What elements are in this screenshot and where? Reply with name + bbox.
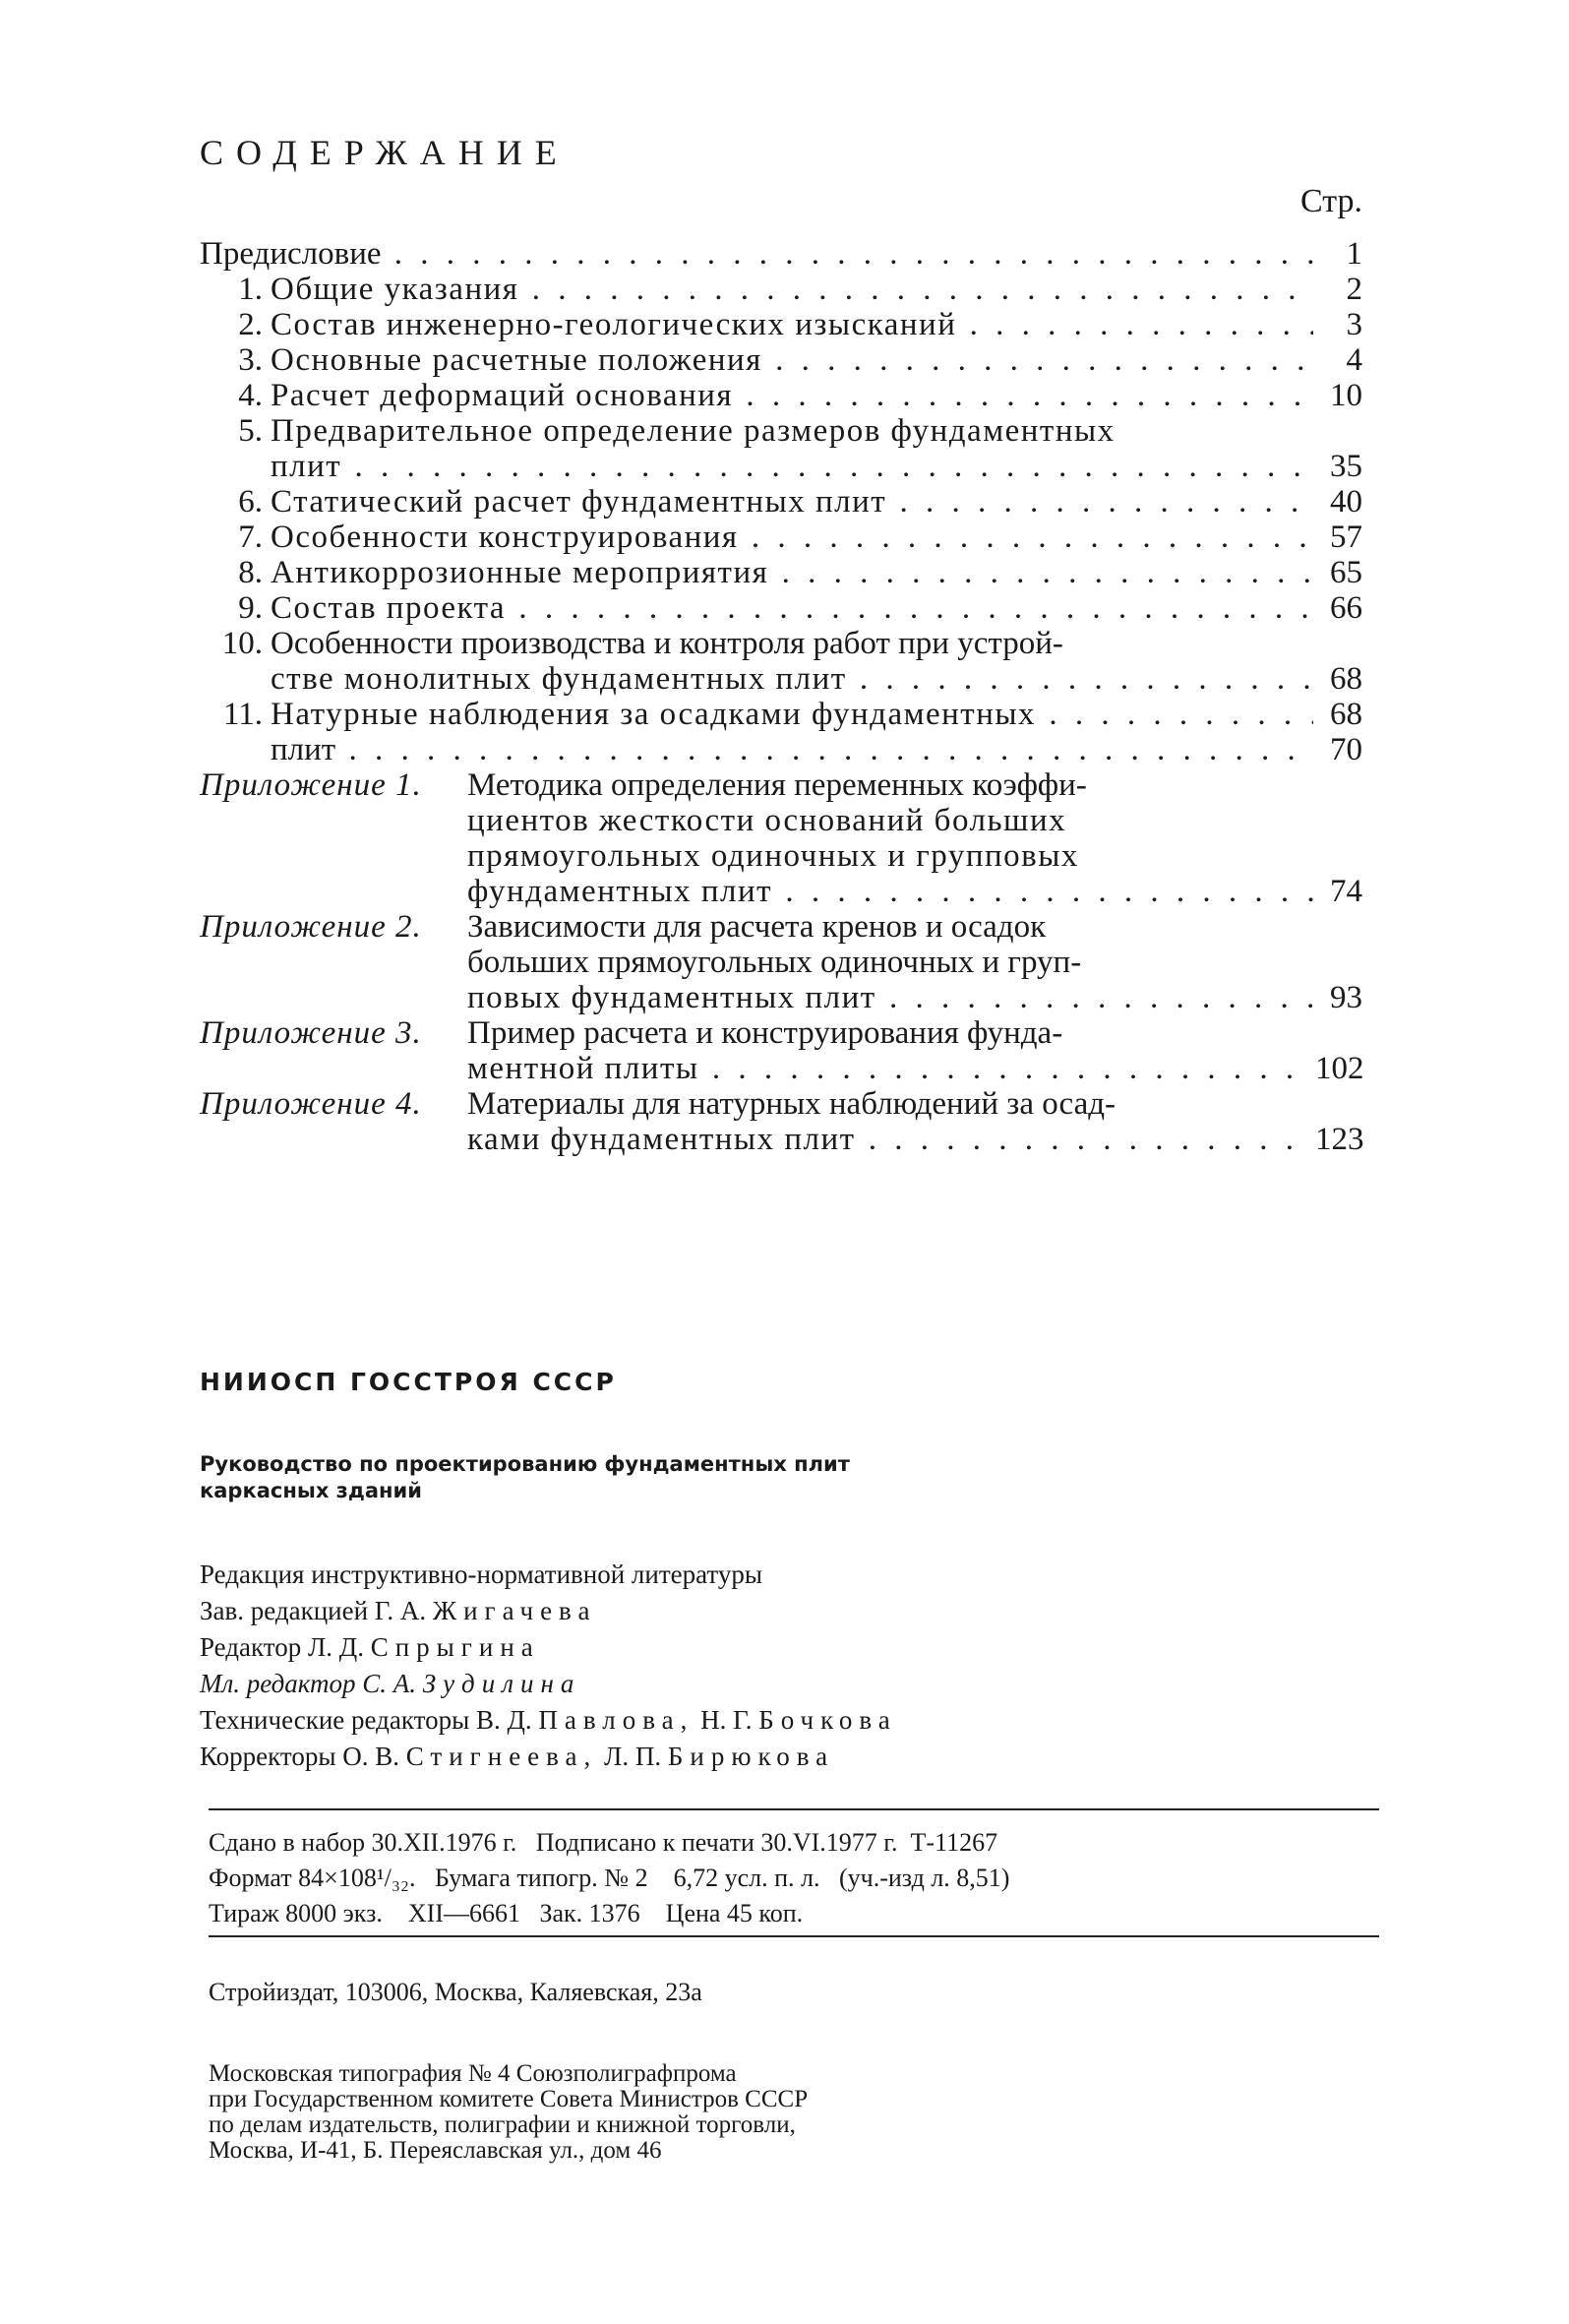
- appendix-text: циентов жесткости оснований больших: [467, 803, 1067, 838]
- toc-row: [200, 236, 1362, 272]
- toc-page-number: 3: [1346, 307, 1362, 342]
- appendix-text: фундаментных плит . . .: [467, 874, 1313, 909]
- toc-page-number: 1: [1346, 236, 1362, 272]
- toc-page-number: 102: [1315, 1051, 1364, 1086]
- head-editor-role: Зав. редакцией Г. А.: [200, 1596, 427, 1625]
- editor-line: [200, 1629, 897, 1666]
- toc-entry-number: 8.: [238, 555, 263, 590]
- toc-entry-text: Антикоррозионные мероприятия . . .: [271, 555, 1313, 590]
- toc-page-number: 68: [1330, 661, 1362, 697]
- divider: [209, 1808, 1379, 1810]
- junior-editor-name: Зудилина: [422, 1669, 581, 1698]
- toc-entry-text: Основные расчетные положения . . .: [271, 342, 1313, 378]
- toc-row: [200, 484, 1362, 520]
- book-title-line: каркасных зданий: [200, 1479, 422, 1502]
- appendix-text: ментной плиты . . .: [467, 1051, 1313, 1086]
- toc-appendix-row: [200, 1051, 1362, 1086]
- appendix-label: Приложение 1.: [200, 767, 422, 803]
- toc-appendix-row: [200, 767, 1362, 803]
- toc-row: [200, 732, 1362, 767]
- head-editor-line: [200, 1593, 897, 1629]
- toc-row: [200, 590, 1362, 626]
- toc-appendix-row: [200, 945, 1362, 980]
- junior-editor-line: [200, 1666, 897, 1702]
- tech-editors-line: [200, 1702, 897, 1739]
- pub-data-line: Тираж 8000 экз. XII—6661 Зак. 1376 Цена 45 коп.: [209, 1899, 804, 1927]
- toc-appendix-row: [200, 1122, 1362, 1157]
- toc-entry-text: Статический расчет фундаментных плит . . .: [271, 484, 1313, 520]
- toc-entry-text: Состав инженерно-геологических изысканий . . .: [271, 307, 1313, 342]
- toc-page-number: 66: [1330, 590, 1362, 626]
- editor-role: Редактор Л. Д.: [200, 1632, 364, 1662]
- toc-row: [200, 307, 1362, 342]
- table-of-contents: [200, 236, 1362, 1157]
- toc-row: [200, 449, 1362, 484]
- toc-entry-number: 11.: [222, 697, 263, 732]
- toc-appendix-row: [200, 980, 1362, 1015]
- tech-editors-initials: Н. Г.: [700, 1705, 753, 1735]
- printer-line: Москва, И-41, Б. Переяславская ул., дом 46: [209, 2137, 662, 2164]
- toc-entry-number: 10.: [221, 626, 263, 661]
- toc-row: [200, 378, 1362, 413]
- toc-page-number: 70: [1330, 732, 1362, 767]
- appendix-text: прямоугольных одиночных и групповых: [467, 838, 1079, 874]
- toc-entry-number: 7.: [238, 520, 263, 555]
- toc-page-number: 10: [1330, 378, 1362, 413]
- junior-editor-role: Мл. редактор С. А.: [200, 1669, 417, 1698]
- toc-entry-text: Расчет деформаций основания . . .: [271, 378, 1313, 413]
- toc-entry-number: 3.: [238, 342, 263, 378]
- toc-entry-text: Предварительное определение размеров фундаментных: [271, 413, 1116, 449]
- toc-page-number: 4: [1346, 342, 1362, 378]
- toc-entry-number: 5.: [238, 413, 263, 449]
- toc-row: [200, 626, 1362, 661]
- toc-entry-number: 4.: [238, 378, 263, 413]
- toc-row: [200, 272, 1362, 307]
- toc-appendix-row: [200, 1086, 1362, 1122]
- toc-row: [200, 520, 1362, 555]
- toc-appendix-row: [200, 803, 1362, 838]
- proofreader-name: Бирюкова: [667, 1742, 835, 1771]
- appendix-text: Зависимости для расчета кренов и осадок: [467, 909, 1047, 945]
- publisher: Стройиздат, 103006, Москва, Каляевская, 23а: [209, 1978, 702, 2006]
- divider: [209, 1935, 1379, 1937]
- toc-row: [200, 661, 1362, 697]
- proofreaders-role: Корректоры О. В.: [200, 1742, 400, 1771]
- printer-line: по делам издательств, полиграфии и книжной торговли,: [209, 2111, 796, 2138]
- printer-line: Московская типография № 4 Союзполиграфпрома: [209, 2060, 737, 2087]
- appendix-label: Приложение 3.: [200, 1015, 422, 1051]
- toc-appendix-row: [200, 874, 1362, 909]
- pub-data-line: Сдано в набор 30.XII.1976 г. Подписано к печати 30.VI.1977 г. Т-11267: [209, 1828, 998, 1857]
- toc-entry-text: Особенности производства и контроля работ при устрой-: [271, 626, 1063, 661]
- toc-entry-number: 9.: [238, 590, 263, 626]
- toc-page-number: 74: [1330, 874, 1362, 909]
- toc-entry-text: Общие указания . . .: [271, 272, 1313, 307]
- toc-page-number: 123: [1315, 1122, 1364, 1157]
- head-editor-name: Жигачева: [432, 1596, 597, 1625]
- toc-row: [200, 555, 1362, 590]
- editorial-staff: [200, 1557, 897, 1775]
- toc-page-number: 2: [1346, 272, 1362, 307]
- book-title-line: Руководство по проектированию фундаментных плит: [200, 1452, 850, 1476]
- editor-name: Спрыгина: [370, 1632, 540, 1662]
- institute-name: НИИОСП ГОССТРОЯ СССР: [200, 1368, 617, 1396]
- toc-entry-number: 2.: [238, 307, 263, 342]
- toc-appendix-row: [200, 909, 1362, 945]
- toc-entry-text: Натурные наблюдения за осадками фундаментных . . .: [271, 697, 1313, 732]
- proofreader-name: Стигнеева,: [405, 1742, 598, 1771]
- toc-row: [200, 342, 1362, 378]
- toc-entry-number: 6.: [238, 484, 263, 520]
- appendix-label: Приложение 4.: [200, 1086, 422, 1122]
- toc-row: [200, 413, 1362, 449]
- tech-editor-name: Павлова,: [538, 1705, 694, 1735]
- toc-page-number: 65: [1330, 555, 1362, 590]
- toc-entry-text: плит . . .: [271, 449, 1313, 484]
- toc-entry-number: 1.: [238, 272, 263, 307]
- toc-heading: СОДЕРЖАНИЕ: [200, 133, 570, 172]
- editorial-office: Редакция инструктивно-нормативной литературы: [200, 1560, 762, 1589]
- tech-editor-name: Бочкова: [758, 1705, 897, 1735]
- toc-entry-text: плит . . .: [271, 732, 1313, 767]
- proofreaders-initials: Л. П.: [604, 1742, 662, 1771]
- proofreaders-line: [200, 1739, 897, 1775]
- toc-page-number: 40: [1330, 484, 1362, 520]
- toc-page-number: 35: [1330, 449, 1362, 484]
- page-column-header: Стр.: [1299, 183, 1362, 219]
- toc-page-number: 57: [1330, 520, 1362, 555]
- toc-entry-text: Состав проекта . . .: [271, 590, 1313, 626]
- appendix-text: ками фундаментных плит . . .: [467, 1122, 1313, 1157]
- appendix-text: больших прямоугольных одиночных и груп-: [467, 945, 1082, 980]
- appendix-text: Методика определения переменных коэффи-: [467, 767, 1087, 803]
- toc-page-number: 68: [1330, 697, 1362, 732]
- toc-page-number: 93: [1330, 980, 1362, 1015]
- publication-data: [209, 1825, 1009, 1931]
- toc-entry-text: Особенности конструирования . . .: [271, 520, 1313, 555]
- appendix-label: Приложение 2.: [200, 909, 422, 945]
- tech-editors-role: Технические редакторы В. Д.: [200, 1705, 532, 1735]
- toc-entry-text: стве монолитных фундаментных плит . . .: [271, 661, 1313, 697]
- appendix-text: Материалы для натурных наблюдений за осад-: [467, 1086, 1116, 1122]
- appendix-text: повых фундаментных плит . . .: [467, 980, 1313, 1015]
- printer-info: [209, 2061, 808, 2164]
- toc-row: [200, 697, 1362, 732]
- toc-appendix-row: [200, 1015, 1362, 1051]
- toc-entry-text: Предисловие . . .: [200, 236, 1313, 272]
- printer-line: при Государственном комитете Совета Министров СССР: [209, 2086, 809, 2112]
- toc-appendix-row: [200, 838, 1362, 874]
- pub-data-line: Формат 84×108¹/₃₂. Бумага типогр. № 2 6,72 усл. п. л. (уч.-изд л. 8,51): [209, 1864, 1010, 1892]
- appendix-text: Пример расчета и конструирования фунда-: [467, 1015, 1063, 1051]
- book-title: [200, 1451, 1085, 1504]
